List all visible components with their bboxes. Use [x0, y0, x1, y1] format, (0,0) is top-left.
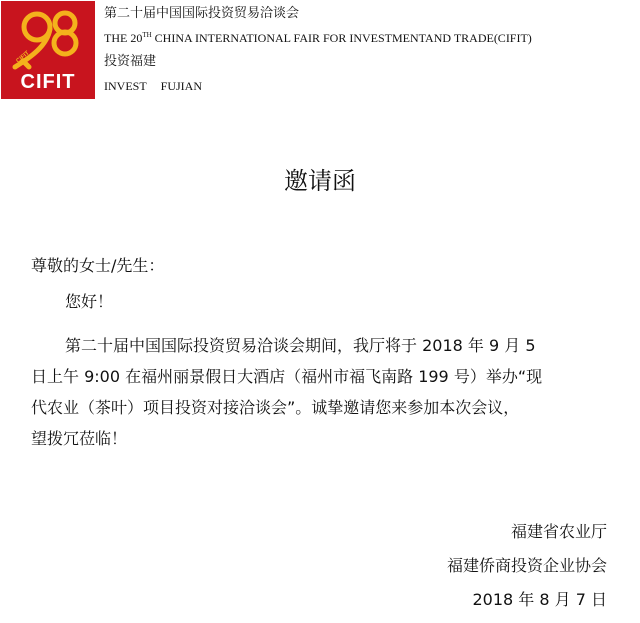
letter-greeting: 您好！ — [65, 292, 114, 311]
letter-body-line: 第二十届中国国际投资贸易洽谈会期间，我厅将于 2018 年 9 月 5 — [65, 336, 536, 355]
slogan-en-fujian: FUJIAN — [160, 79, 203, 93]
fair-name-en-sup: TH — [142, 31, 152, 39]
fair-name-en-suffix: CHINA INTERNATIONAL FAIR FOR INVESTMENTAND TRADE(CIFIT) — [151, 31, 532, 45]
fair-name-en-prefix: THE 20 — [104, 31, 143, 45]
fair-name-en — [104, 28, 532, 52]
slogan-en-invest: INVEST — [104, 79, 147, 93]
letter-body-line: 代农业（茶叶）项目投资对接洽谈会”。诚挚邀请您来参加本次会议， — [31, 398, 520, 417]
signature-org-association: 福建侨商投资企业协会 — [446, 556, 607, 575]
fair-name-cn: 第二十届中国国际投资贸易洽谈会 — [104, 6, 300, 21]
letter-salutation: 尊敬的女士/先生： — [31, 256, 165, 275]
letter-signature — [447, 515, 607, 617]
letter-body — [31, 330, 615, 454]
cifit-logo — [1, 1, 95, 99]
letter-title: 邀请函 — [284, 167, 356, 195]
signature-date: 2018 年 8 月 7 日 — [472, 590, 607, 609]
logo-wordmark: CIFIT — [20, 71, 76, 93]
slogan-cn: 投资福建 — [104, 54, 157, 69]
letter-body-line: 望拨冗莅临！ — [31, 429, 128, 448]
signature-org-agriculture: 福建省农业厅 — [510, 522, 607, 541]
logo-arc-text: CIFIT — [15, 50, 31, 65]
letter-body-line: 日上午 9:00 在福州丽景假日大酒店（福州市福飞南路 199 号）举办“现 — [31, 367, 543, 386]
slogan-en — [104, 76, 532, 100]
header-text-block — [104, 4, 532, 100]
